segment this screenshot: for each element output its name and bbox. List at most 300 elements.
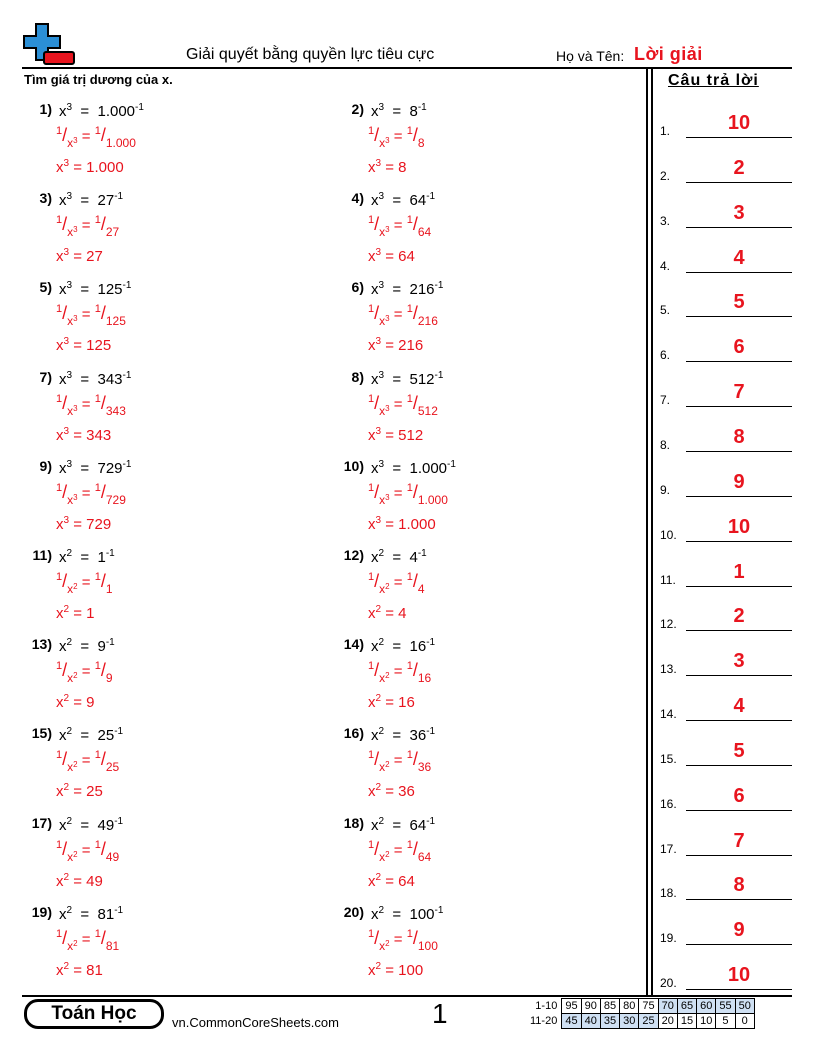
exponent: 2	[385, 760, 390, 770]
panel-divider	[651, 68, 653, 995]
answer-line	[686, 137, 792, 138]
numerator: 1	[56, 392, 63, 405]
brand-badge: Toán Học	[24, 999, 164, 1029]
score-cell: 90	[581, 999, 600, 1014]
answer-row	[660, 915, 792, 945]
problem-equation: $x^2 = 9^{-1}$	[59, 637, 115, 656]
answer-row	[660, 826, 792, 856]
exponent: 2	[375, 782, 382, 794]
problem-item	[22, 458, 322, 544]
problem-number: 20)	[343, 903, 364, 920]
exponent: 2	[375, 693, 382, 705]
answer-line	[686, 451, 792, 452]
exponent: 3	[73, 492, 78, 502]
score-cell: 45	[562, 1014, 581, 1029]
problem-item	[22, 190, 322, 276]
numerator: 1	[56, 481, 63, 494]
answer-line	[686, 899, 792, 900]
problem-item	[22, 279, 322, 365]
denominator: x2	[67, 671, 78, 686]
numerator: 1	[94, 838, 101, 851]
name-value: Lời giải	[634, 44, 703, 64]
answer-line	[686, 406, 792, 407]
answer-row	[660, 108, 792, 138]
solution-step-reciprocal: $^1/_{x^3} = ^1/_{216}$	[368, 303, 438, 329]
numerator: 1	[368, 481, 375, 494]
numerator: 1	[94, 660, 101, 673]
answer-value: 10	[727, 964, 751, 987]
score-cell: 15	[677, 1014, 696, 1029]
problem-item	[334, 458, 634, 544]
fraction-slash: /	[100, 214, 106, 235]
problem-equation: $x^2 = 64^{-1}$	[371, 815, 436, 834]
problem-number: 9)	[39, 457, 52, 474]
answer-panel-title: Câu trả lời	[668, 72, 759, 89]
denominator: 27	[105, 225, 120, 240]
score-cell: 30	[620, 1014, 639, 1029]
numerator: 1	[368, 660, 375, 673]
answer-value: 2	[733, 605, 745, 628]
exponent: 2	[378, 815, 385, 827]
problem-item	[22, 636, 322, 722]
numerator: 1	[94, 214, 101, 227]
problem-number: 16)	[343, 725, 364, 742]
answer-line	[686, 361, 792, 362]
solution-step-result: $x^3 = 512$	[368, 425, 424, 444]
problem-equation: $x^3 = 1.000^{-1}$	[59, 102, 144, 120]
solution-step-reciprocal: $^1/_{x^3} = ^1/_{343}$	[56, 392, 126, 418]
denominator: 4	[417, 582, 425, 596]
fraction-slash: /	[412, 214, 418, 235]
exponent: 2	[375, 960, 382, 972]
numerator: 1	[406, 392, 413, 405]
numerator: 1	[368, 571, 375, 583]
answer-row	[660, 870, 792, 900]
denominator: 36	[417, 760, 432, 775]
numerator: 1	[56, 660, 63, 673]
exponent: -1	[114, 191, 124, 203]
exponent: 3	[385, 403, 390, 413]
answer-label: 1.	[660, 124, 671, 138]
answer-label: 16.	[660, 796, 677, 811]
solution-step-reciprocal: $^1/_{x^2} = ^1/_{64}$	[368, 838, 432, 864]
exponent: 3	[63, 425, 70, 437]
numerator: 1	[94, 927, 101, 940]
denominator: x2	[67, 760, 78, 775]
numerator: 1	[368, 749, 375, 762]
score-cell: 0	[735, 1014, 754, 1029]
fraction-slash: /	[412, 838, 418, 859]
problem-number: 3)	[39, 190, 52, 207]
denominator: x2	[379, 938, 390, 953]
answer-row	[660, 377, 792, 407]
problem-equation: $x^3 = 8^{-1}$	[371, 102, 427, 120]
exponent: 2	[378, 904, 385, 916]
fraction-slash: /	[374, 392, 380, 413]
problem-number: 15)	[31, 725, 52, 742]
answer-label: 2.	[660, 168, 671, 183]
problem-item	[22, 547, 322, 633]
name-label: Họ và Tên:	[556, 48, 625, 64]
exponent: 2	[378, 548, 385, 559]
exponent: 3	[375, 336, 382, 348]
answer-label: 11.	[660, 572, 676, 587]
solution-step-result: $x^3 = 125$	[56, 336, 112, 355]
worksheet-title: Giải quyết bằng quyền lực tiêu cực	[186, 46, 435, 63]
exponent: 2	[375, 604, 382, 615]
answer-value: 10	[727, 112, 751, 134]
answer-row	[660, 332, 792, 362]
fraction-slash: /	[62, 660, 68, 681]
denominator: x3	[379, 225, 390, 240]
numerator: 1	[56, 214, 63, 227]
exponent: -1	[447, 458, 456, 470]
answer-line	[686, 316, 792, 317]
exponent: 2	[73, 582, 78, 591]
denominator: 25	[105, 760, 120, 775]
fraction-slash: /	[374, 660, 380, 681]
exponent: 3	[73, 136, 78, 145]
exponent: 3	[66, 369, 73, 381]
fraction-slash: /	[374, 214, 380, 235]
answer-value: 5	[733, 291, 745, 314]
problem-item	[334, 101, 634, 187]
answer-row	[660, 243, 792, 273]
problem-item	[334, 369, 634, 455]
answer-label: 17.	[660, 841, 677, 856]
problem-equation: $x^2 = 1^{-1}$	[59, 548, 115, 566]
solution-step-result: $x^3 = 64$	[368, 247, 415, 266]
solution-step-result: $x^3 = 1.000$	[56, 158, 124, 176]
exponent: 3	[63, 158, 70, 169]
exponent: -1	[434, 369, 444, 381]
fraction-slash: /	[374, 749, 380, 770]
solution-step-reciprocal: $^1/_{x^3} = ^1/_8$	[368, 125, 425, 150]
exponent: 2	[63, 960, 70, 972]
answer-line	[686, 227, 792, 228]
exponent: -1	[122, 458, 132, 470]
answer-label: 14.	[660, 707, 677, 722]
answer-value: 7	[733, 829, 745, 852]
problem-equation: $x^2 = 25^{-1}$	[59, 726, 124, 745]
problem-number: 7)	[39, 368, 52, 385]
fraction-slash: /	[412, 125, 418, 145]
fraction-slash: /	[62, 214, 68, 235]
problem-equation: $x^2 = 16^{-1}$	[371, 637, 436, 656]
fraction-slash: /	[62, 392, 68, 413]
problem-equation: $x^3 = 216^{-1}$	[371, 280, 444, 299]
exponent: 2	[378, 637, 385, 649]
numerator: 1	[94, 392, 101, 405]
exponent: 3	[385, 314, 390, 324]
answer-line	[686, 989, 792, 990]
exponent: -1	[417, 102, 427, 113]
exponent: 3	[385, 136, 390, 145]
exponent: 2	[73, 849, 78, 859]
numerator: 1	[368, 838, 375, 851]
exponent: -1	[114, 904, 124, 916]
answer-value: 3	[733, 201, 745, 224]
fraction-slash: /	[412, 392, 418, 413]
answer-label: 20.	[660, 976, 677, 991]
answer-label: 7.	[660, 393, 671, 408]
fraction-slash: /	[100, 392, 106, 413]
numerator: 1	[56, 927, 63, 940]
answer-value: 8	[733, 874, 745, 897]
fraction-slash: /	[374, 571, 380, 591]
exponent: -1	[434, 280, 444, 292]
exponent: 3	[73, 314, 78, 324]
numerator: 1	[94, 481, 101, 494]
answer-value: 6	[733, 336, 745, 359]
exponent: 2	[63, 782, 70, 794]
solution-step-reciprocal: $^1/_{x^2} = ^1/_4$	[368, 571, 425, 596]
fraction-slash: /	[374, 927, 380, 948]
problem-equation: $x^3 = 64^{-1}$	[371, 191, 436, 210]
exponent: 3	[375, 514, 382, 526]
answer-line	[686, 272, 792, 273]
numerator: 1	[94, 125, 101, 137]
denominator: x3	[67, 403, 78, 418]
solution-step-result: $x^2 = 81$	[56, 960, 103, 979]
exponent: -1	[105, 637, 115, 649]
solution-step-result: $x^3 = 27$	[56, 247, 103, 266]
numerator: 1	[94, 303, 101, 316]
solution-step-reciprocal: $^1/_{x^2} = ^1/_{16}$	[368, 660, 432, 686]
exponent: 3	[66, 102, 73, 113]
solution-step-reciprocal: $^1/_{x^2} = ^1/_1$	[56, 571, 113, 596]
denominator: x3	[67, 314, 78, 329]
problem-equation: $x^3 = 125^{-1}$	[59, 280, 132, 299]
denominator: 1.000	[105, 136, 136, 150]
solution-step-reciprocal: $^1/_{x^2} = ^1/_{81}$	[56, 927, 120, 953]
score-row	[530, 1014, 754, 1029]
numerator: 1	[406, 660, 413, 673]
answer-label: 19.	[660, 931, 677, 946]
problem-equation: $x^3 = 343^{-1}$	[59, 369, 132, 388]
exponent: 3	[378, 102, 385, 113]
fraction-slash: /	[100, 749, 106, 770]
answer-value: 10	[727, 515, 751, 538]
problem-item	[334, 904, 634, 990]
exponent: 2	[63, 871, 70, 883]
score-cell: 40	[581, 1014, 600, 1029]
exponent: -1	[122, 369, 132, 381]
answer-row	[660, 960, 792, 990]
fraction-slash: /	[412, 571, 418, 591]
denominator: 64	[417, 225, 432, 240]
problem-number: 13)	[31, 636, 52, 653]
problem-number: 10)	[343, 457, 364, 474]
score-cell: 55	[716, 999, 735, 1014]
answer-value: 9	[733, 470, 745, 493]
answer-row	[660, 287, 792, 317]
numerator: 1	[406, 838, 413, 851]
problem-number: 17)	[31, 814, 52, 831]
answer-line	[686, 765, 792, 766]
solution-step-reciprocal: $^1/_{x^3} = ^1/_{512}$	[368, 392, 438, 418]
exponent: 3	[375, 247, 382, 259]
answer-label: 15.	[660, 751, 677, 766]
answer-row	[660, 422, 792, 452]
score-cell: 75	[639, 999, 658, 1014]
answer-row	[660, 153, 792, 183]
denominator: x3	[379, 403, 390, 418]
score-cell: 85	[600, 999, 619, 1014]
answer-line	[686, 182, 792, 183]
solution-step-reciprocal: $^1/_{x^3} = ^1/_{1.000}$	[56, 125, 136, 150]
numerator: 1	[56, 749, 63, 762]
denominator: 1	[105, 582, 113, 596]
numerator: 1	[406, 571, 413, 583]
answer-label: 8.	[660, 437, 671, 452]
denominator: 16	[417, 671, 432, 686]
answer-row	[660, 512, 792, 542]
answer-row	[660, 781, 792, 811]
exponent: 3	[63, 247, 70, 259]
problem-number: 2)	[351, 101, 364, 117]
solution-step-reciprocal: $^1/_{x^2} = ^1/_{36}$	[368, 749, 432, 775]
problem-number: 14)	[343, 636, 364, 653]
denominator: 216	[417, 314, 438, 329]
exponent: 2	[385, 938, 390, 948]
fraction-slash: /	[100, 481, 106, 502]
exponent: -1	[114, 726, 124, 738]
answer-label: 9.	[660, 482, 671, 497]
exponent: 2	[66, 904, 73, 916]
fraction-slash: /	[100, 303, 106, 324]
instructions: Tìm giá trị dương của x.	[24, 72, 173, 87]
score-range-label: 1-10	[535, 1000, 558, 1012]
exponent: -1	[426, 637, 436, 649]
denominator: x3	[67, 136, 78, 150]
solution-step-reciprocal: $^1/_{x^2} = ^1/_{100}$	[368, 927, 438, 953]
solution-step-reciprocal: $^1/_{x^2} = ^1/_9$	[56, 660, 113, 686]
denominator: 512	[417, 403, 438, 418]
solution-step-result: $x^3 = 343$	[56, 425, 112, 444]
exponent: 3	[378, 458, 385, 470]
answer-row	[660, 467, 792, 497]
problem-number: 1)	[39, 101, 52, 117]
fraction-slash: /	[412, 660, 418, 681]
exponent: -1	[426, 726, 436, 738]
answer-row	[660, 646, 792, 676]
answer-line	[686, 586, 792, 587]
exponent: 3	[63, 336, 70, 348]
problem-equation: $x^3 = 27^{-1}$	[59, 191, 124, 210]
solution-step-reciprocal: $^1/_{x^3} = ^1/_{64}$	[368, 214, 432, 240]
answer-label: 4.	[660, 258, 671, 273]
solution-step-result: $x^2 = 25$	[56, 782, 103, 801]
problem-equation: $x^2 = 49^{-1}$	[59, 815, 124, 834]
numerator: 1	[368, 214, 375, 227]
exponent: -1	[122, 280, 132, 292]
problem-item	[334, 547, 634, 633]
denominator: x2	[67, 849, 78, 864]
problem-equation: $x^2 = 4^{-1}$	[371, 548, 427, 566]
problem-item	[334, 279, 634, 365]
numerator: 1	[368, 303, 375, 316]
answer-value: 7	[733, 381, 745, 404]
exponent: 3	[378, 369, 385, 381]
problem-item	[334, 636, 634, 722]
exponent: 2	[63, 604, 70, 615]
answer-line	[686, 630, 792, 631]
fraction-slash: /	[374, 838, 380, 859]
exponent: 3	[66, 458, 73, 470]
answer-row	[660, 601, 792, 631]
problem-equation: $x^3 = 512^{-1}$	[371, 369, 444, 388]
fraction-slash: /	[100, 838, 106, 859]
score-cell: 5	[716, 1014, 735, 1029]
denominator: x2	[379, 760, 390, 775]
score-cell: 80	[620, 999, 639, 1014]
solution-step-reciprocal: $^1/_{x^3} = ^1/_{27}$	[56, 214, 120, 240]
denominator: 64	[417, 849, 432, 864]
answer-value: 5	[733, 739, 745, 762]
fraction-slash: /	[62, 749, 68, 770]
score-cell: 65	[677, 999, 696, 1014]
denominator: 49	[105, 849, 120, 864]
score-range-label: 11-20	[530, 1015, 558, 1027]
answer-row	[660, 736, 792, 766]
denominator: x2	[379, 849, 390, 864]
solution-step-result: $x^3 = 216$	[368, 336, 424, 355]
problem-item	[334, 815, 634, 901]
exponent: 2	[378, 726, 385, 738]
answer-line	[686, 944, 792, 945]
answer-value: 4	[733, 246, 745, 269]
answer-label: 13.	[660, 662, 677, 677]
solution-step-result: $x^2 = 9$	[56, 693, 95, 712]
answer-value: 1	[733, 560, 745, 583]
exponent: 2	[63, 693, 70, 705]
answer-value: 2	[733, 156, 745, 179]
numerator: 1	[406, 303, 413, 316]
fraction-slash: /	[100, 125, 106, 145]
score-table	[530, 998, 755, 1029]
answer-line	[686, 720, 792, 721]
score-row	[530, 999, 754, 1014]
fraction-slash: /	[62, 838, 68, 859]
solution-step-result: $x^2 = 36$	[368, 782, 415, 801]
numerator: 1	[406, 481, 413, 494]
denominator: x2	[67, 582, 78, 596]
problem-item	[22, 815, 322, 901]
answer-value: 9	[733, 919, 745, 942]
numerator: 1	[368, 927, 375, 940]
denominator: x3	[67, 492, 78, 507]
exponent: 2	[66, 815, 73, 827]
answer-line	[686, 541, 792, 542]
score-cell: 25	[639, 1014, 658, 1029]
numerator: 1	[406, 749, 413, 762]
footer-divider	[22, 995, 792, 997]
exponent: -1	[417, 548, 427, 559]
solution-step-reciprocal: $^1/_{x^2} = ^1/_{25}$	[56, 749, 120, 775]
problem-equation: $x^3 = 1.000^{-1}$	[371, 458, 456, 477]
denominator: x3	[379, 136, 390, 150]
numerator: 1	[56, 838, 63, 851]
exponent: 2	[73, 938, 78, 948]
problem-equation: $x^2 = 100^{-1}$	[371, 904, 444, 923]
numerator: 1	[368, 392, 375, 405]
exponent: 2	[385, 849, 390, 859]
answer-line	[686, 855, 792, 856]
exponent: -1	[434, 904, 444, 916]
solution-step-reciprocal: $^1/_{x^3} = ^1/_{125}$	[56, 303, 126, 329]
fraction-slash: /	[100, 660, 106, 681]
